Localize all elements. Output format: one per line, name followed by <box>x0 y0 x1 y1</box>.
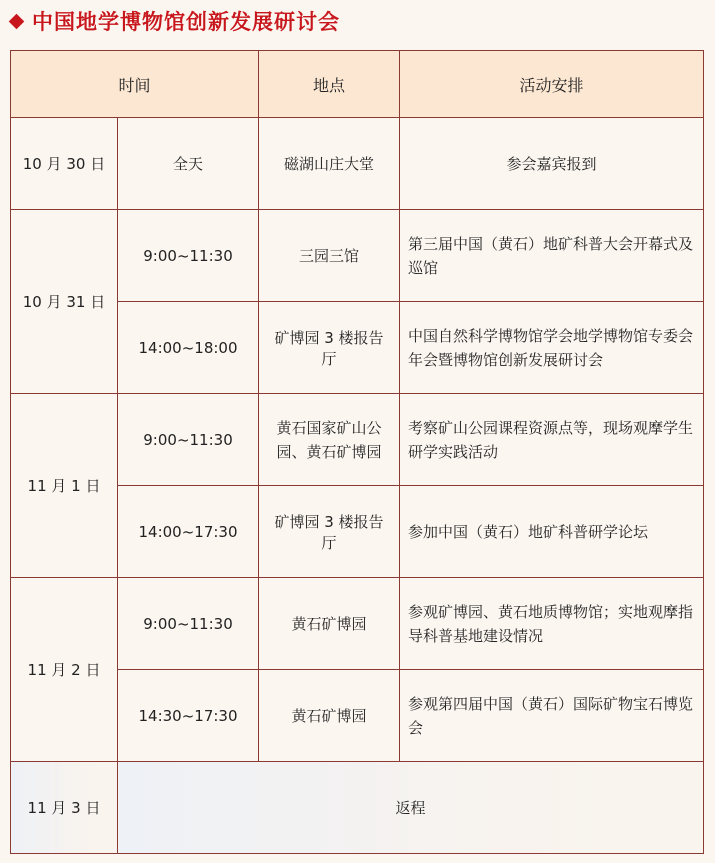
place-cell: 矿博园 3 楼报告厅 <box>259 486 400 578</box>
time-cell: 全天 <box>118 118 259 210</box>
date-cell: 10 月 31 日 <box>11 210 118 394</box>
activity-cell: 参观第四届中国（黄石）国际矿物宝石博览会 <box>400 670 704 762</box>
table-row <box>11 762 704 854</box>
header-time: 时间 <box>11 51 259 118</box>
activity-cell: 参加中国（黄石）地矿科普研学论坛 <box>400 486 704 578</box>
place-cell: 黄石矿博园 <box>259 578 400 670</box>
time-cell: 9:00~11:30 <box>118 578 259 670</box>
header-place: 地点 <box>259 51 400 118</box>
date-cell: 11 月 1 日 <box>11 394 118 578</box>
table-row <box>11 394 704 486</box>
time-cell: 14:00~17:30 <box>118 486 259 578</box>
place-cell: 黄石矿博园 <box>259 670 400 762</box>
date-cell: 10 月 30 日 <box>11 118 118 210</box>
page-title-text: 中国地学博物馆创新发展研讨会 <box>32 9 340 34</box>
activity-cell: 参会嘉宾报到 <box>400 118 704 210</box>
schedule-table <box>10 50 704 854</box>
table-row <box>11 210 704 302</box>
time-cell: 14:30~17:30 <box>118 670 259 762</box>
header-activity: 活动安排 <box>400 51 704 118</box>
place-cell: 黄石国家矿山公园、黄石矿博园 <box>259 394 400 486</box>
time-cell: 9:00~11:30 <box>118 210 259 302</box>
activity-cell: 中国自然科学博物馆学会地学博物馆专委会年会暨博物馆创新发展研讨会 <box>400 302 704 394</box>
place-cell: 矿博园 3 楼报告厅 <box>259 302 400 394</box>
page-title <box>8 4 340 38</box>
date-cell: 11 月 3 日 <box>11 762 118 854</box>
activity-cell: 第三届中国（黄石）地矿科普大会开幕式及巡馆 <box>400 210 704 302</box>
activity-cell: 返程 <box>118 762 704 854</box>
diamond-bullet-icon <box>9 13 25 29</box>
time-cell: 9:00~11:30 <box>118 394 259 486</box>
place-cell: 三园三馆 <box>259 210 400 302</box>
time-cell: 14:00~18:00 <box>118 302 259 394</box>
table-row <box>11 578 704 670</box>
activity-cell: 参观矿博园、黄石地质博物馆；实地观摩指导科普基地建设情况 <box>400 578 704 670</box>
place-cell: 磁湖山庄大堂 <box>259 118 400 210</box>
table-row <box>11 118 704 210</box>
activity-cell: 考察矿山公园课程资源点等，现场观摩学生研学实践活动 <box>400 394 704 486</box>
date-cell: 11 月 2 日 <box>11 578 118 762</box>
header-row <box>11 51 704 118</box>
